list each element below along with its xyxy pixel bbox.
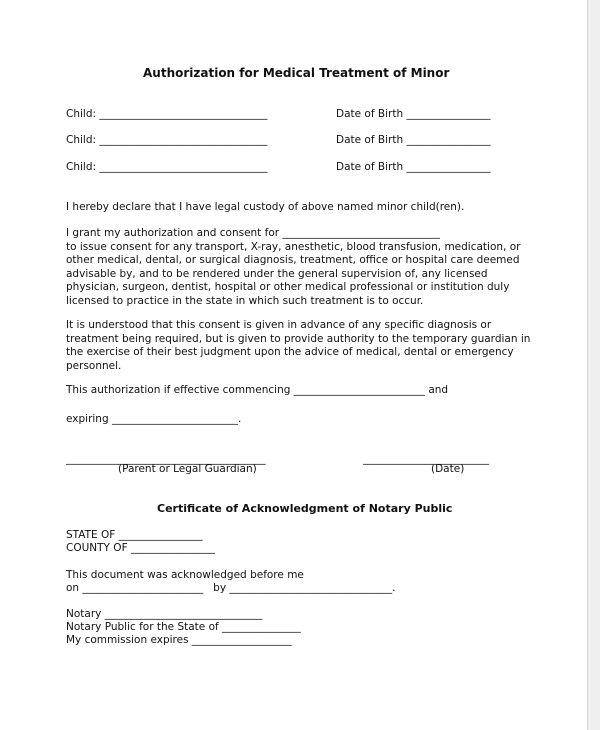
state-of-field: STATE OF ________________ — [66, 529, 203, 541]
notary-signature-line: Notary ______________________________ — [66, 608, 263, 620]
dob-field-1: Date of Birth ________________ — [336, 108, 491, 120]
consent-line: the exercise of their best judgment upon the advice of medical, dental or emergency — [66, 346, 514, 358]
dob-field-2: Date of Birth ________________ — [336, 134, 491, 146]
authorization-line: advisable by, and to be rendered under the general supervision of, any licensed — [66, 267, 488, 280]
child-field-3: Child: ________________________________ — [66, 161, 268, 173]
commission-expires-line: My commission expires ___________________ — [66, 634, 292, 646]
consent-paragraph — [66, 319, 536, 373]
consent-line: It is understood that this consent is given in advance of any specific diagnosis or — [66, 319, 492, 331]
guardian-signature-label: (Parent or Legal Guardian) — [118, 463, 257, 475]
authorization-line: physician, surgeon, dentist, hospital or other medical professional or institution duly — [66, 281, 510, 293]
authorization-line: I grant my authorization and consent for ______________________________ — [66, 227, 440, 239]
acknowledged-date-line: on _______________________ by _______________________________. — [66, 582, 396, 594]
authorization-line: other medical, dental, or surgical diagnosis, treatment, office or hospital care deemed — [66, 254, 520, 266]
date-signature-label: (Date) — [431, 463, 465, 475]
document-title: Authorization for Medical Treatment of Minor — [143, 66, 450, 80]
custody-declaration: I hereby declare that I have legal custody of above named minor child(ren). — [66, 201, 465, 213]
county-of-field: COUNTY OF ________________ — [66, 542, 215, 554]
child-field-2: Child: ________________________________ — [66, 134, 268, 146]
date-signature-line: ________________________ — [363, 453, 489, 465]
vertical-scrollbar[interactable] — [588, 0, 600, 730]
child-field-1: Child: ________________________________ — [66, 108, 268, 120]
commencing-line: This authorization if effective commencing _________________________ and — [66, 384, 449, 396]
authorization-paragraph — [66, 227, 536, 308]
authorization-line: to issue consent for any transport, X-ray, anesthetic, blood transfusion, medication, or — [66, 240, 521, 253]
guardian-signature-line: ______________________________________ — [66, 453, 266, 465]
authorization-line: licensed to practice in the state in which such treatment is to occur. — [66, 294, 424, 307]
expiring-line: expiring ________________________. — [66, 413, 242, 425]
consent-line: treatment being required, but is given to provide authority to the temporary guardian in — [66, 332, 531, 345]
dob-field-3: Date of Birth ________________ — [336, 161, 491, 173]
acknowledged-line: This document was acknowledged before me — [66, 569, 304, 581]
notary-section-title: Certificate of Acknowledgment of Notary Public — [157, 502, 453, 515]
consent-line: personnel. — [66, 359, 122, 372]
notary-state-line: Notary Public for the State of _______________ — [66, 621, 301, 633]
